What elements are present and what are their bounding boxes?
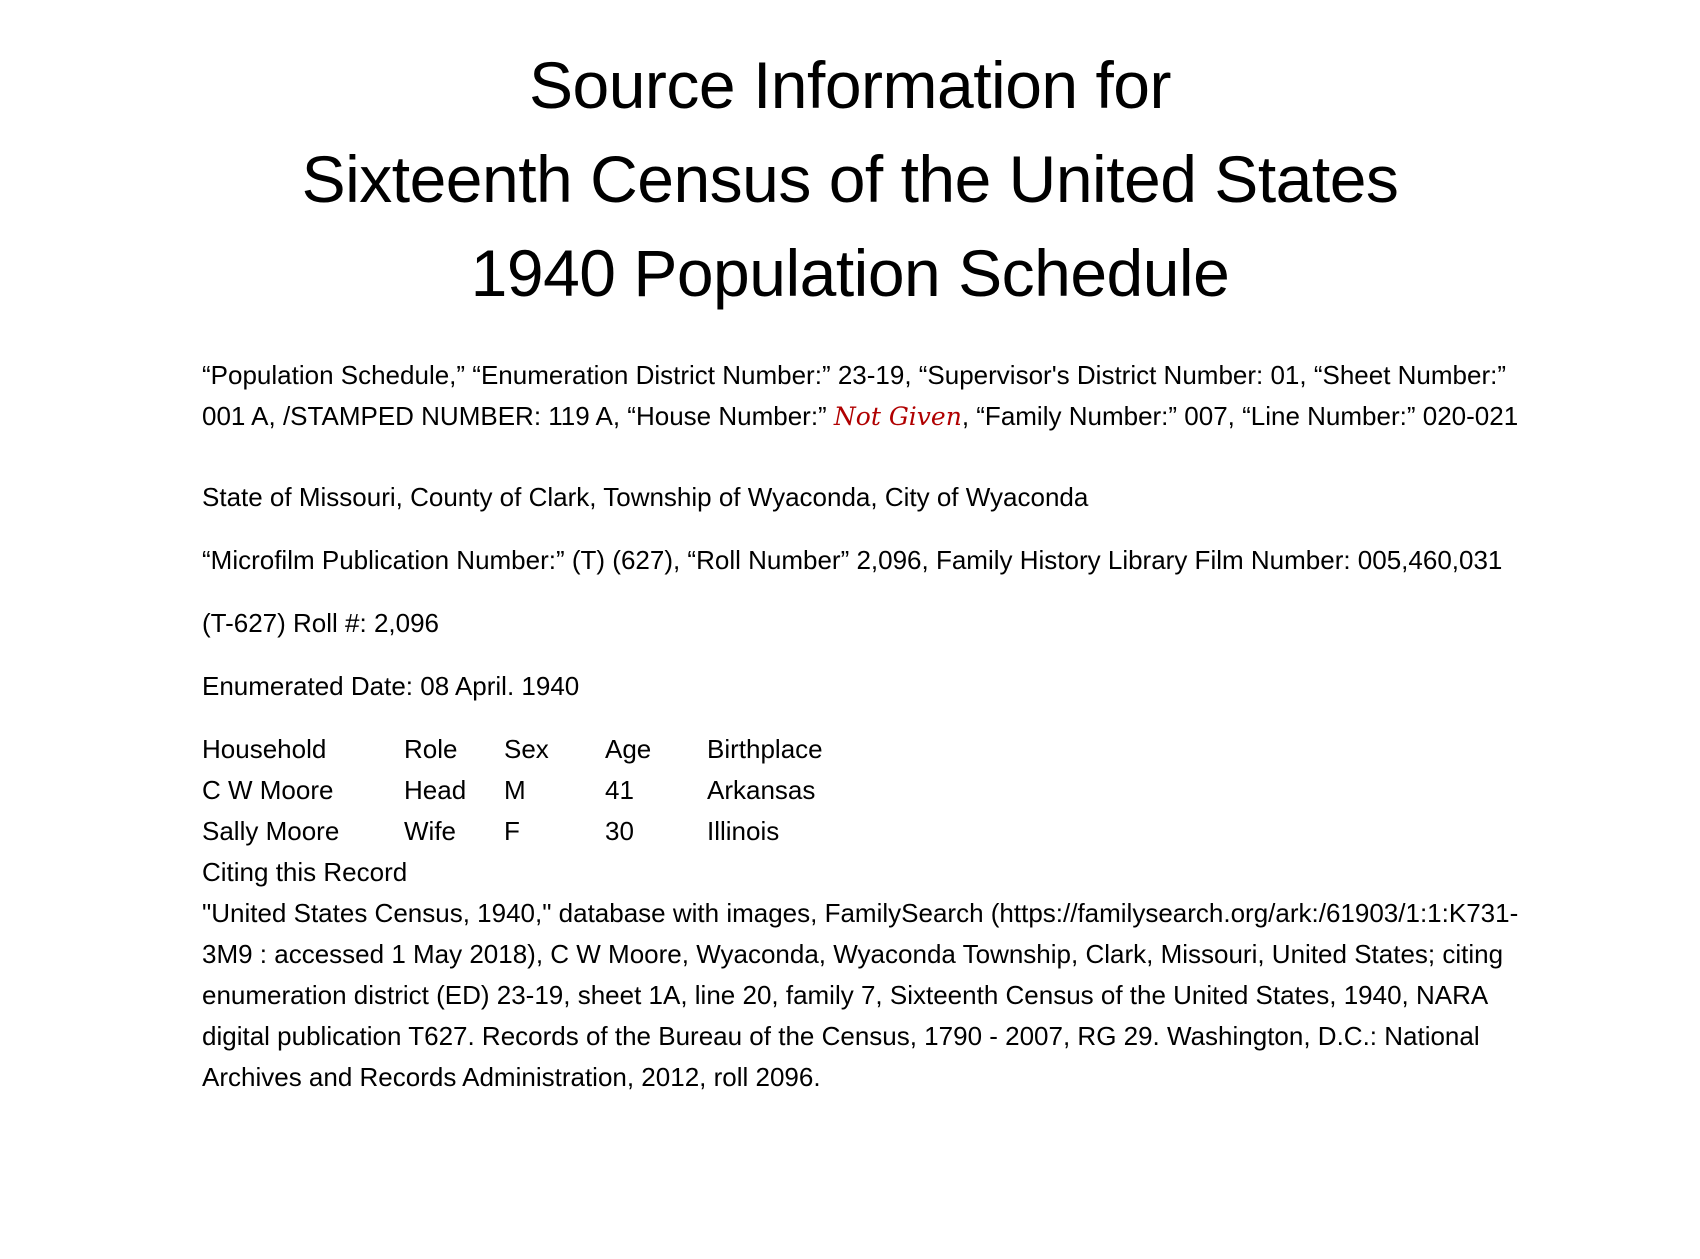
cell-age: 41 (605, 775, 634, 805)
title-line-3: 1940 Population Schedule (470, 236, 1230, 310)
source-paragraph (202, 355, 1532, 437)
cell-role: Head (404, 775, 467, 805)
header-age: Age (605, 734, 652, 764)
cell-age: 30 (605, 816, 634, 846)
header-birthplace: Birthplace (707, 734, 823, 764)
cell-birthplace: Illinois (707, 816, 780, 846)
enumerated-date: Enumerated Date: 08 April. 1940 (202, 671, 580, 701)
house-number-value: Not Given (833, 402, 962, 431)
household-table (202, 729, 907, 852)
cell-role: Wife (404, 816, 456, 846)
page-title (0, 38, 1700, 320)
household-header-row (202, 729, 907, 770)
citation-heading: Citing this Record (202, 857, 408, 887)
cell-household: Sally Moore (202, 816, 340, 846)
cell-household: C W Moore (202, 775, 334, 805)
title-line-1: Source Information for (529, 48, 1171, 122)
header-household: Household (202, 734, 327, 764)
header-sex: Sex (504, 734, 549, 764)
header-role: Role (404, 734, 458, 764)
table-row (202, 770, 907, 811)
source-text-before: “Population Schedule,” “Enumeration District Number:” 23-19, “Supervisor's District Number: 01, “Sheet Number:” 001 A, /STAMPED NUMBER: 119 A, “House Number:” (202, 360, 1507, 431)
table-row (202, 811, 907, 852)
cell-birthplace: Arkansas (707, 775, 816, 805)
cell-sex: M (504, 775, 526, 805)
roll-paragraph: (T-627) Roll #: 2,096 (202, 608, 440, 638)
microfilm-paragraph: “Microfilm Publication Number:” (T) (627), “Roll Number” 2,096, Family History Library Film Number: 005,460,031 (202, 545, 1503, 575)
cell-sex: F (504, 816, 520, 846)
citation-text: "United States Census, 1940," database with images, FamilySearch (https://familysearch.org/ark:/61903/1:1:K731-3M9 : accessed 1 May 2018), C W Moore, Wyaconda, Wyaconda Township, Clark, Missouri, United States; citing enumeration district (ED) 23-19, sheet 1A, line 20, family 7, Sixteenth Census of the United States, 1940, NARA digital publication T627. Records of the Bureau of the Census, 1790 - 2007, RG 29. Washington, D.C.: National Archives and Records Administration, 2012, roll 2096. (202, 898, 1519, 1092)
source-text-after: , “Family Number:” 007, “Line Number:” 020-021 (961, 401, 1519, 431)
location-paragraph: State of Missouri, County of Clark, Township of Wyaconda, City of Wyaconda (202, 482, 1089, 512)
title-line-2: Sixteenth Census of the United States (301, 142, 1399, 216)
document-body (202, 355, 1532, 1098)
